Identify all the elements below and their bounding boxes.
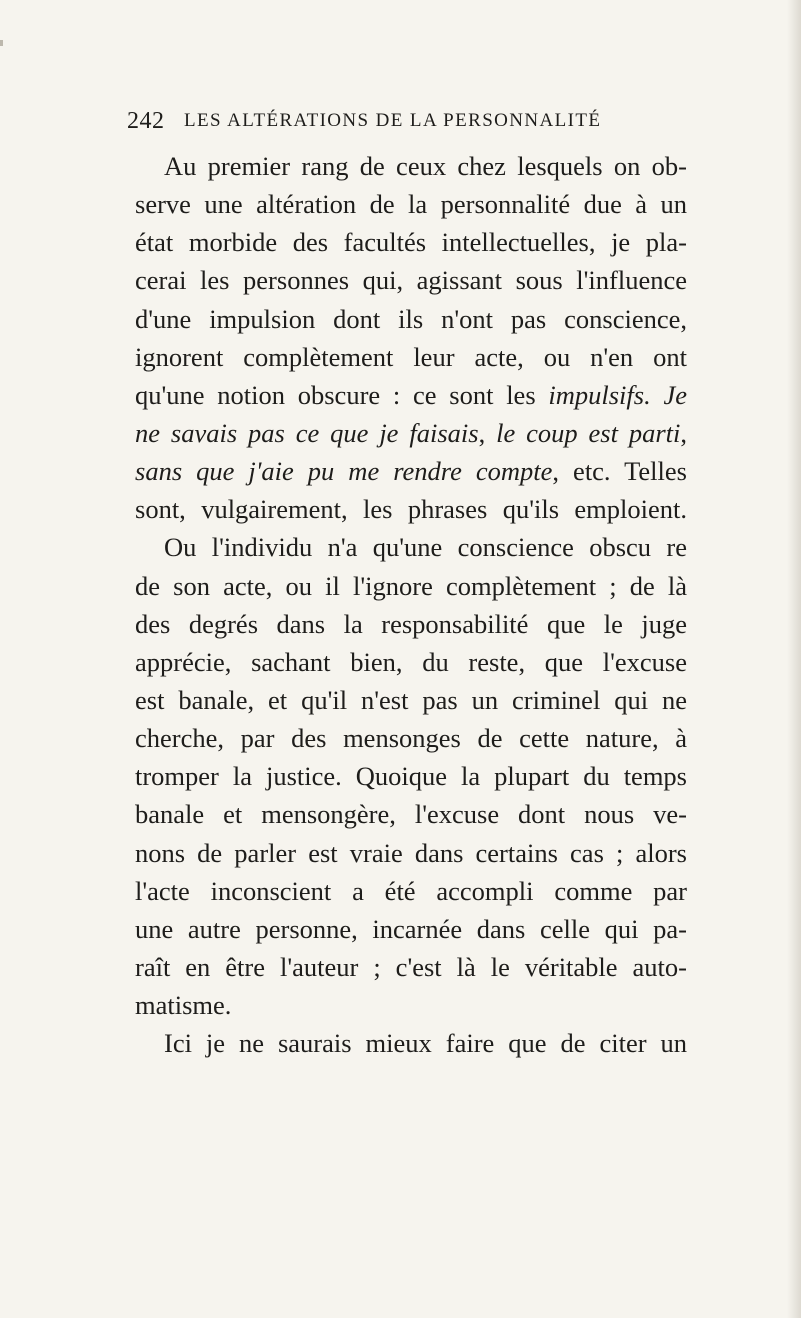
text-segment: apprécie, sachant bien, du reste, que l'excuse: [135, 646, 687, 677]
page-edge-shadow: [787, 0, 801, 1318]
text-segment: de son acte, ou il l'ignore complètement ; de là: [135, 570, 687, 601]
body-text: [135, 147, 687, 1062]
text-segment: cherche, par des mensonges de cette nature, à: [135, 723, 687, 754]
text-segment: serve une altération de la personnalité due à un: [135, 189, 687, 220]
text-line: [135, 681, 687, 719]
text-segment: état morbide des facultés intellectuelles, je pla-: [135, 227, 687, 258]
running-title: LES ALTÉRATIONS DE LA PERSONNALITÉ: [184, 110, 602, 131]
text-line: [135, 185, 687, 223]
text-segment: Ici je ne saurais mieux faire que de citer un: [164, 1028, 687, 1059]
text-line: [135, 490, 687, 528]
text-line: [135, 300, 687, 338]
text-segment: est banale, et qu'il n'est pas un criminel qui ne: [135, 684, 687, 715]
text-line: [135, 376, 687, 414]
text-line: [135, 872, 687, 910]
text-segment: matisme.: [135, 990, 232, 1021]
text-segment: ,: [478, 417, 497, 448]
text-line: [135, 986, 687, 1024]
text-segment: Ou l'individu n'a qu'une conscience obscu re: [164, 532, 687, 563]
text-line: [135, 948, 687, 986]
text-segment: Au premier rang de ceux chez lesquels on ob-: [164, 151, 687, 181]
italic-text-segment: impulsifs. Je: [548, 379, 687, 410]
text-line: [135, 605, 687, 643]
text-segment: des degrés dans la responsabilité que le juge: [135, 608, 687, 639]
text-segment: banale et mensongère, l'excuse dont nous ve-: [135, 799, 687, 830]
italic-text-segment: le coup est parti: [496, 417, 681, 448]
running-header: [127, 108, 667, 138]
text-line: [135, 795, 687, 833]
text-segment: sont, vulgairement, les phrases qu'ils emploient.: [135, 494, 687, 525]
text-segment: nons de parler est vraie dans certains cas ; alors: [135, 837, 687, 868]
text-segment: cerai les personnes qui, agissant sous l'influence: [135, 265, 687, 296]
text-line: [135, 147, 687, 185]
italic-text-segment: sans que j'aie pu me rendre compte: [135, 456, 553, 487]
text-segment: , etc. Telles: [552, 456, 687, 487]
text-line: [135, 414, 687, 452]
text-line: [135, 910, 687, 948]
text-line: [135, 1024, 687, 1062]
text-line: [135, 261, 687, 299]
text-segment: raît en être l'auteur ; c'est là le véritable auto-: [135, 951, 687, 982]
page-margin-mark: [0, 40, 3, 46]
text-segment: d'une impulsion dont ils n'ont pas conscience,: [135, 303, 687, 334]
text-line: [135, 643, 687, 681]
text-line: [135, 757, 687, 795]
text-line: [135, 338, 687, 376]
text-segment: tromper la justice. Quoique la plupart du temps: [135, 761, 687, 792]
text-segment: une autre personne, incarnée dans celle qui pa-: [135, 913, 687, 944]
text-line: [135, 834, 687, 872]
text-line: [135, 528, 687, 566]
page-number: 242: [127, 108, 165, 134]
text-line: [135, 223, 687, 261]
text-segment: l'acte inconscient a été accompli comme par: [135, 875, 687, 906]
text-segment: ,: [680, 417, 688, 448]
text-segment: ignorent complètement leur acte, ou n'en ont: [135, 341, 687, 372]
text-line: [135, 719, 687, 757]
text-segment: qu'une notion obscure : ce sont les: [135, 379, 549, 410]
italic-text-segment: ne savais pas ce que je faisais: [135, 417, 479, 448]
text-line: [135, 452, 687, 490]
text-line: [135, 567, 687, 605]
